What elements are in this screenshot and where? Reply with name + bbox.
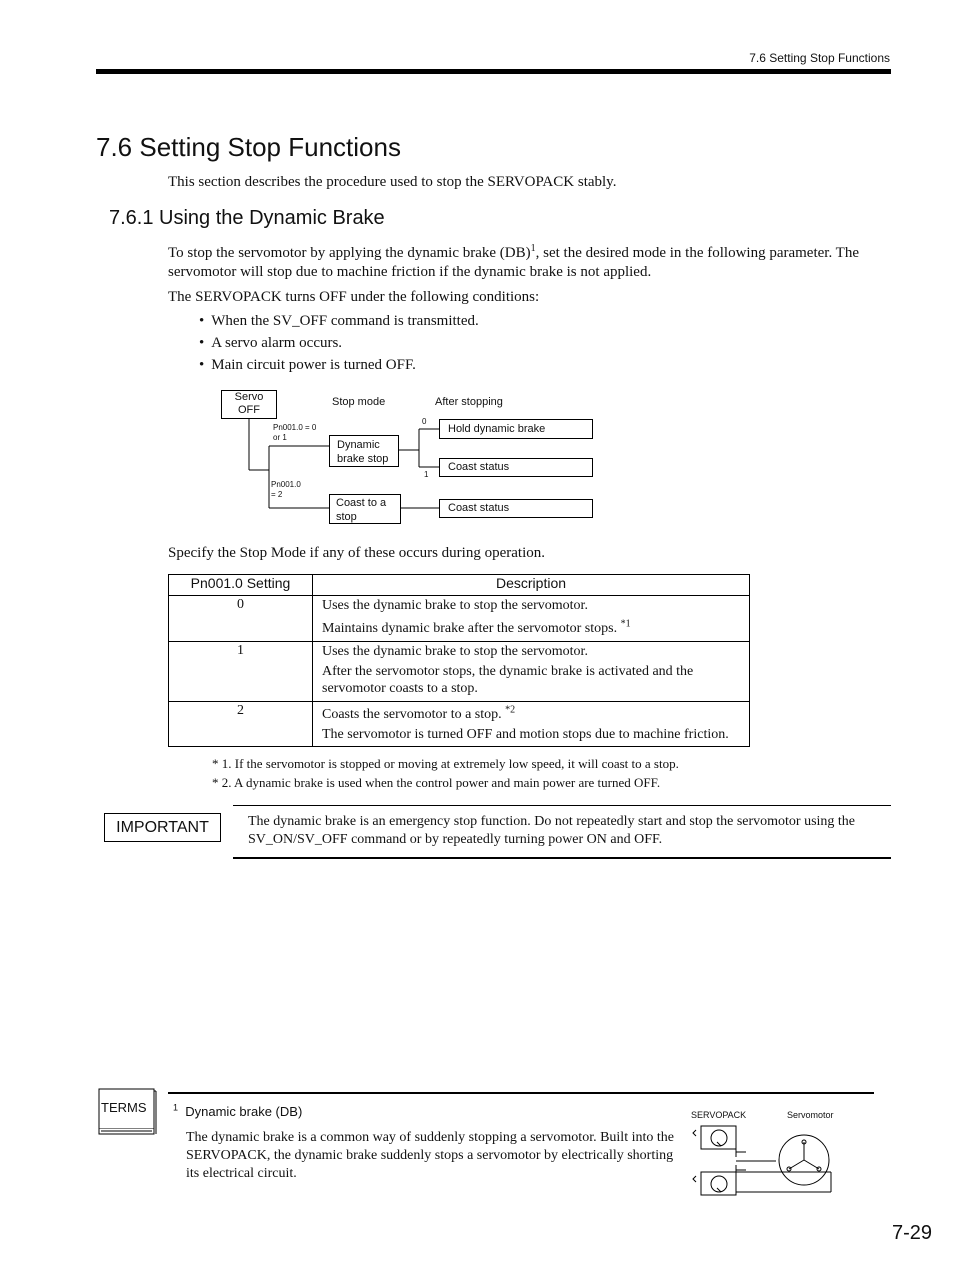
paragraph-conditions: The SERVOPACK turns OFF under the following conditions: <box>168 289 540 305</box>
column-header-setting: Pn001.0 Setting <box>169 575 313 596</box>
term-number: 1 <box>173 1102 179 1113</box>
terms-definition: The dynamic brake is a common way of suddenly stopping a servomotor. Built into the SERVOPACK, the dynamic brake suddenly stops a servomotor by electrically shorting its electrical circuit. <box>186 1130 674 1181</box>
condition-line: Pn001.0 <box>271 480 301 489</box>
important-rule-bottom <box>233 857 891 859</box>
terms-rule <box>168 1092 874 1094</box>
list-item: • A servo alarm occurs. <box>199 334 479 356</box>
branch-label-1: 1 <box>424 470 429 479</box>
description-line: The servomotor is turned OFF and motion stops due to machine friction. <box>322 727 729 742</box>
dynamic-brake-circuit-figure <box>684 1104 844 1200</box>
description-line <box>322 620 749 637</box>
circuit-diagram <box>684 1122 844 1200</box>
description-text: Maintains dynamic brake after the servomotor stops. <box>322 621 621 636</box>
section-title: 7.6 Setting Stop Functions <box>96 132 401 162</box>
coast-to-stop-box <box>329 494 401 524</box>
conditions-list <box>199 312 479 378</box>
coast-status-box-2: Coast status <box>439 499 593 518</box>
running-head: 7.6 Setting Stop Functions <box>749 51 890 65</box>
setting-value: 0 <box>169 596 313 642</box>
terms-book-icon <box>96 1088 158 1138</box>
after-stopping-heading: After stopping <box>435 396 503 408</box>
description-line: After the servomotor stops, the dynamic brake is activated and the servomotor coasts to a stop. <box>322 664 694 696</box>
setting-description <box>313 702 750 747</box>
header-rule <box>96 69 891 74</box>
setting-description <box>313 596 750 642</box>
table-note-1: * 1. If the servomotor is stopped or moving at extremely low speed, it will coast to a stop. <box>212 756 679 771</box>
description-line <box>322 706 749 723</box>
table-row <box>169 596 750 642</box>
list-item: • When the SV_OFF command is transmitted. <box>199 312 479 334</box>
subsection-title: 7.6.1 Using the Dynamic Brake <box>109 207 385 229</box>
p1-text-b: , set the desired mode in the following parameter. The servomotor will stop due to machine friction if the dynamic brake is not applied. <box>168 245 860 280</box>
stop-mode-heading: Stop mode <box>332 396 386 408</box>
box-line: Dynamic <box>337 439 380 451</box>
table-header-row <box>169 575 750 596</box>
hold-dynamic-brake-box: Hold dynamic brake <box>439 419 593 439</box>
description-text: Coasts the servomotor to a stop. <box>322 707 506 722</box>
term-name: Dynamic brake (DB) <box>185 1104 303 1119</box>
condition-line: = 2 <box>271 490 283 499</box>
box-line: stop <box>336 511 357 523</box>
page-number: 7-29 <box>891 1222 932 1244</box>
table-row <box>169 642 750 702</box>
condition-label-0-1 <box>273 423 316 443</box>
figure-label-servopack: SERVOPACK <box>691 1110 747 1120</box>
servo-off-line1: Servo <box>234 391 264 403</box>
coast-status-box-1: Coast status <box>439 458 593 477</box>
box-line: Coast to a <box>336 497 387 509</box>
important-rule-top <box>233 805 891 806</box>
p1-text-a: To stop the servomotor by applying the dynamic brake (DB) <box>168 245 531 261</box>
condition-label-2 <box>271 480 301 500</box>
section-intro: This section describes the procedure used to stop the SERVOPACK stably. <box>168 174 617 190</box>
paragraph-dynamic-brake <box>168 244 888 282</box>
important-text: The dynamic brake is an emergency stop function. Do not repeatedly start and stop the servomotor using the SV_ON/SV_OFF command or by repeatedly turning power ON and OFF. <box>248 814 856 847</box>
table-row <box>169 702 750 747</box>
description-line: Uses the dynamic brake to stop the servomotor. <box>322 598 588 613</box>
branch-label-0: 0 <box>422 417 427 426</box>
terms-term <box>173 1104 302 1119</box>
note-ref: *2 <box>505 704 516 716</box>
setting-value: 2 <box>169 702 313 747</box>
important-label: IMPORTANT <box>104 813 221 842</box>
setting-value: 1 <box>169 642 313 702</box>
condition-line: or 1 <box>273 433 287 442</box>
list-item: • Main circuit power is turned OFF. <box>199 356 479 378</box>
servo-off-box <box>221 390 277 419</box>
box-line: brake stop <box>337 453 389 465</box>
figure-label-servomotor: Servomotor <box>787 1110 834 1120</box>
column-header-description: Description <box>313 575 750 596</box>
condition-line: Pn001.0 = 0 <box>273 423 317 432</box>
stop-mode-table <box>168 574 750 747</box>
terms-icon-label: TERMS <box>101 1100 147 1115</box>
setting-description <box>313 642 750 702</box>
description-line: Uses the dynamic brake to stop the servomotor. <box>322 644 588 659</box>
dynamic-brake-stop-box <box>329 435 399 467</box>
table-note-2: * 2. A dynamic brake is used when the control power and main power are turned OFF. <box>212 775 661 790</box>
stop-mode-instruction: Specify the Stop Mode if any of these occurs during operation. <box>168 545 545 561</box>
note-ref: *1 <box>620 618 631 630</box>
p1-footnote-ref[interactable]: 1 <box>530 243 536 254</box>
servo-off-line2: OFF <box>238 404 260 416</box>
